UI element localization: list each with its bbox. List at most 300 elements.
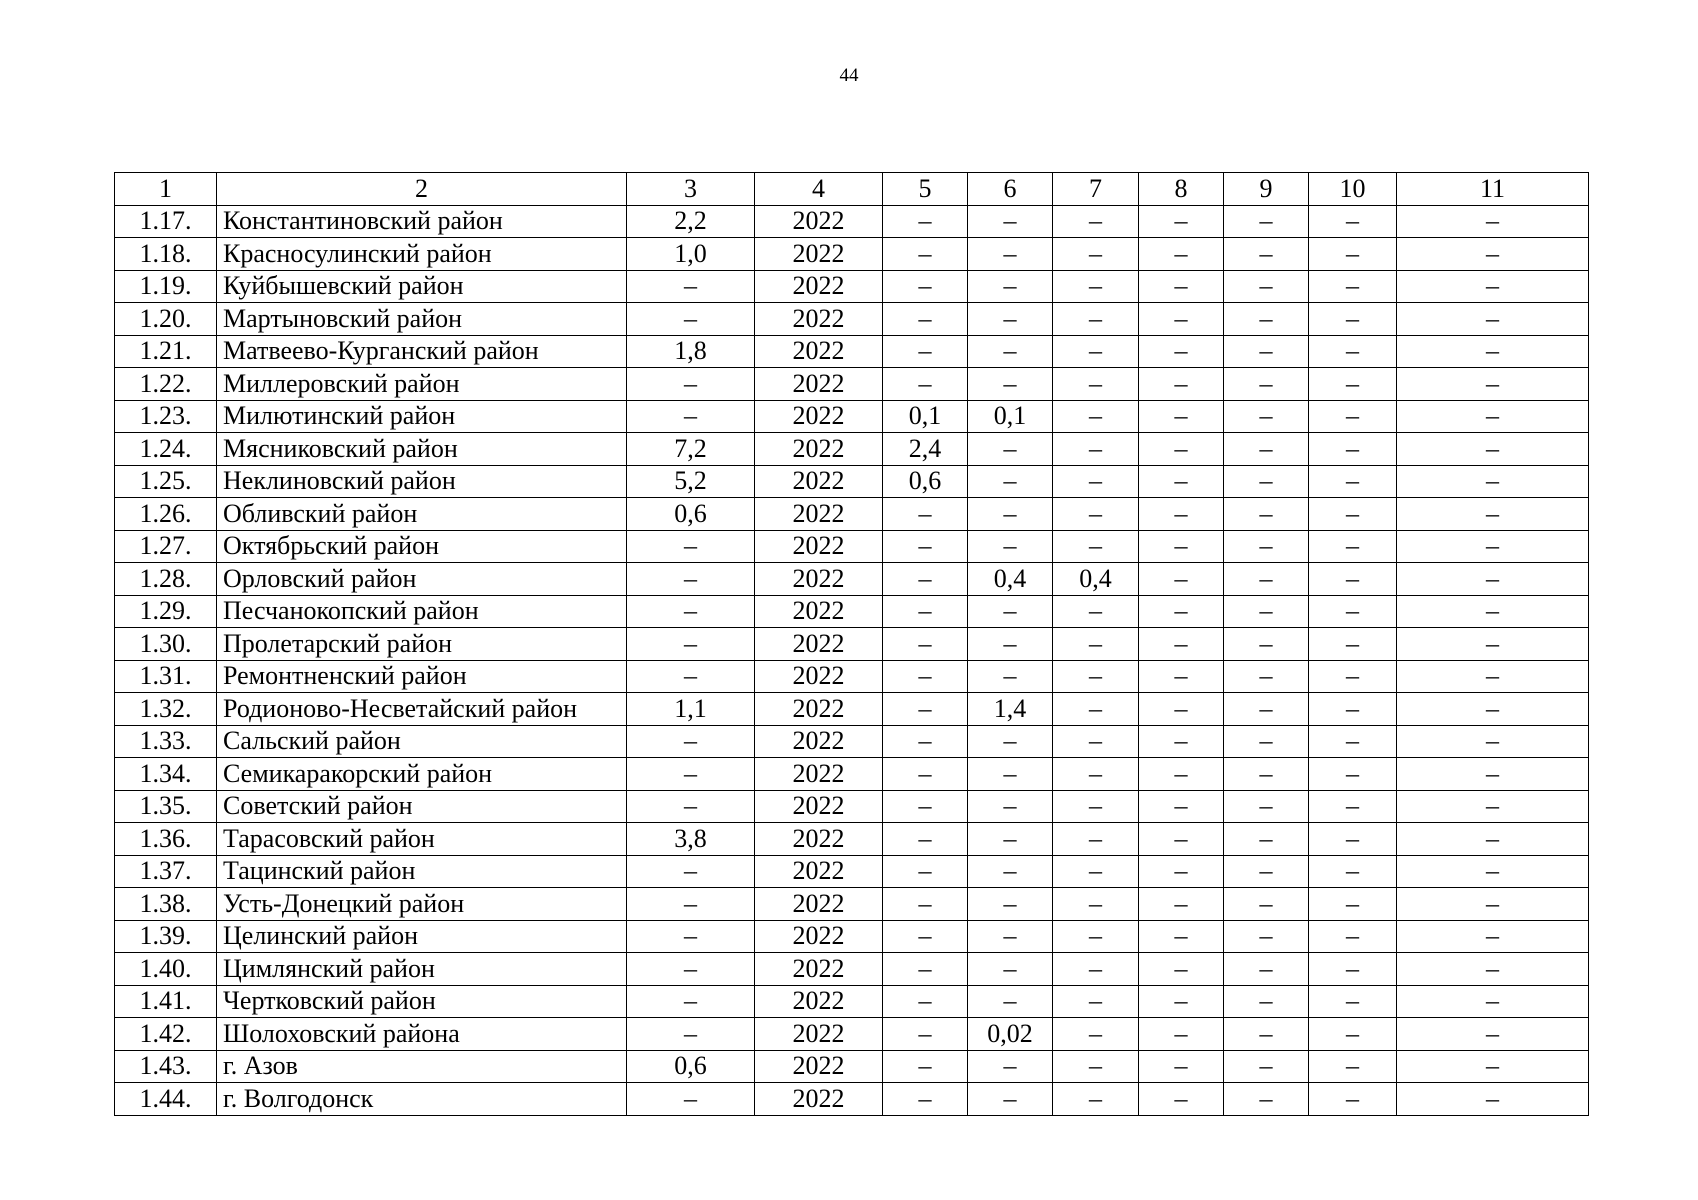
row-number-cell: 1.23. — [115, 400, 217, 433]
value-cell-7: – — [1053, 790, 1139, 823]
value-cell-11: – — [1397, 498, 1589, 531]
value-cell-9: – — [1224, 595, 1309, 628]
table-body — [115, 173, 1589, 1116]
value-cell-7: – — [1053, 205, 1139, 238]
value-cell-8: – — [1139, 660, 1224, 693]
table-row — [115, 400, 1589, 433]
value-cell-6: – — [968, 660, 1053, 693]
value-cell-7: – — [1053, 595, 1139, 628]
table-row — [115, 1083, 1589, 1116]
value-cell-6: – — [968, 595, 1053, 628]
value-cell-5: – — [883, 920, 968, 953]
value-cell-5: – — [883, 595, 968, 628]
value-cell-11: – — [1397, 790, 1589, 823]
district-name-cell: г. Азов — [217, 1050, 627, 1083]
value-cell-7: – — [1053, 465, 1139, 498]
value-cell-3: – — [627, 790, 755, 823]
district-name-cell: Чертковский район — [217, 985, 627, 1018]
value-cell-10: – — [1309, 660, 1397, 693]
value-cell-9: – — [1224, 205, 1309, 238]
value-cell-6: – — [968, 205, 1053, 238]
value-cell-8: – — [1139, 400, 1224, 433]
value-cell-5: – — [883, 303, 968, 336]
column-number-header: 8 — [1139, 173, 1224, 206]
value-cell-11: – — [1397, 628, 1589, 661]
district-name-cell: Милютинский район — [217, 400, 627, 433]
value-cell-10: – — [1309, 498, 1397, 531]
value-cell-7: – — [1053, 400, 1139, 433]
value-cell-9: – — [1224, 530, 1309, 563]
value-cell-11: – — [1397, 693, 1589, 726]
row-number-cell: 1.20. — [115, 303, 217, 336]
value-cell-11: – — [1397, 758, 1589, 791]
table-row — [115, 888, 1589, 921]
value-cell-8: – — [1139, 595, 1224, 628]
value-cell-5: – — [883, 693, 968, 726]
value-cell-5: – — [883, 205, 968, 238]
value-cell-11: – — [1397, 1018, 1589, 1051]
value-cell-10: – — [1309, 595, 1397, 628]
value-cell-8: – — [1139, 888, 1224, 921]
column-number-header: 6 — [968, 173, 1053, 206]
table-row — [115, 1050, 1589, 1083]
year-cell: 2022 — [755, 985, 883, 1018]
value-cell-11: – — [1397, 595, 1589, 628]
value-cell-3: – — [627, 1083, 755, 1116]
value-cell-5: – — [883, 563, 968, 596]
value-cell-9: – — [1224, 888, 1309, 921]
row-number-cell: 1.17. — [115, 205, 217, 238]
row-number-cell: 1.39. — [115, 920, 217, 953]
value-cell-10: – — [1309, 433, 1397, 466]
value-cell-8: – — [1139, 725, 1224, 758]
value-cell-10: – — [1309, 693, 1397, 726]
year-cell: 2022 — [755, 205, 883, 238]
table-row — [115, 498, 1589, 531]
value-cell-8: – — [1139, 1050, 1224, 1083]
row-number-cell: 1.43. — [115, 1050, 217, 1083]
value-cell-9: – — [1224, 628, 1309, 661]
header-row — [115, 173, 1589, 206]
table-row — [115, 595, 1589, 628]
table-row — [115, 368, 1589, 401]
value-cell-6: 0,02 — [968, 1018, 1053, 1051]
district-name-cell: Красносулинский район — [217, 238, 627, 271]
value-cell-10: – — [1309, 1083, 1397, 1116]
value-cell-7: – — [1053, 303, 1139, 336]
value-cell-9: – — [1224, 725, 1309, 758]
value-cell-7: – — [1053, 660, 1139, 693]
year-cell: 2022 — [755, 725, 883, 758]
value-cell-6: – — [968, 1083, 1053, 1116]
year-cell: 2022 — [755, 465, 883, 498]
value-cell-10: – — [1309, 985, 1397, 1018]
district-name-cell: Ремонтненский район — [217, 660, 627, 693]
value-cell-9: – — [1224, 270, 1309, 303]
value-cell-3: – — [627, 628, 755, 661]
row-number-cell: 1.42. — [115, 1018, 217, 1051]
value-cell-3: 0,6 — [627, 1050, 755, 1083]
value-cell-10: – — [1309, 303, 1397, 336]
value-cell-11: – — [1397, 985, 1589, 1018]
value-cell-7: – — [1053, 985, 1139, 1018]
value-cell-5: – — [883, 985, 968, 1018]
value-cell-3: – — [627, 595, 755, 628]
value-cell-10: – — [1309, 270, 1397, 303]
district-name-cell: Обливский район — [217, 498, 627, 531]
value-cell-9: – — [1224, 433, 1309, 466]
value-cell-10: – — [1309, 335, 1397, 368]
value-cell-6: – — [968, 855, 1053, 888]
value-cell-11: – — [1397, 888, 1589, 921]
district-name-cell: Орловский район — [217, 563, 627, 596]
value-cell-5: – — [883, 1083, 968, 1116]
value-cell-11: – — [1397, 530, 1589, 563]
value-cell-9: – — [1224, 985, 1309, 1018]
value-cell-7: 0,4 — [1053, 563, 1139, 596]
value-cell-7: – — [1053, 238, 1139, 271]
data-table — [114, 172, 1589, 1116]
row-number-cell: 1.38. — [115, 888, 217, 921]
row-number-cell: 1.21. — [115, 335, 217, 368]
district-name-cell: г. Волгодонск — [217, 1083, 627, 1116]
value-cell-3: – — [627, 953, 755, 986]
row-number-cell: 1.27. — [115, 530, 217, 563]
district-name-cell: Семикаракорский район — [217, 758, 627, 791]
district-name-cell: Неклиновский район — [217, 465, 627, 498]
value-cell-8: – — [1139, 335, 1224, 368]
value-cell-6: – — [968, 628, 1053, 661]
value-cell-3: 1,8 — [627, 335, 755, 368]
value-cell-9: – — [1224, 498, 1309, 531]
year-cell: 2022 — [755, 368, 883, 401]
value-cell-6: – — [968, 1050, 1053, 1083]
row-number-cell: 1.18. — [115, 238, 217, 271]
value-cell-3: 7,2 — [627, 433, 755, 466]
value-cell-10: – — [1309, 400, 1397, 433]
value-cell-3: – — [627, 855, 755, 888]
year-cell: 2022 — [755, 335, 883, 368]
value-cell-5: 0,1 — [883, 400, 968, 433]
district-name-cell: Куйбышевский район — [217, 270, 627, 303]
value-cell-5: – — [883, 1050, 968, 1083]
value-cell-8: – — [1139, 920, 1224, 953]
value-cell-6: 1,4 — [968, 693, 1053, 726]
year-cell: 2022 — [755, 1018, 883, 1051]
value-cell-3: – — [627, 563, 755, 596]
value-cell-9: – — [1224, 563, 1309, 596]
value-cell-8: – — [1139, 790, 1224, 823]
value-cell-6: – — [968, 888, 1053, 921]
column-number-header: 3 — [627, 173, 755, 206]
row-number-cell: 1.26. — [115, 498, 217, 531]
table-row — [115, 205, 1589, 238]
value-cell-8: – — [1139, 205, 1224, 238]
value-cell-7: – — [1053, 270, 1139, 303]
district-name-cell: Миллеровский район — [217, 368, 627, 401]
value-cell-11: – — [1397, 660, 1589, 693]
value-cell-8: – — [1139, 1018, 1224, 1051]
value-cell-7: – — [1053, 1050, 1139, 1083]
district-name-cell: Тацинский район — [217, 855, 627, 888]
table-row — [115, 693, 1589, 726]
value-cell-9: – — [1224, 855, 1309, 888]
value-cell-6: – — [968, 433, 1053, 466]
table-row — [115, 433, 1589, 466]
value-cell-6: – — [968, 790, 1053, 823]
value-cell-10: – — [1309, 238, 1397, 271]
district-name-cell: Шолоховский района — [217, 1018, 627, 1051]
value-cell-11: – — [1397, 953, 1589, 986]
value-cell-9: – — [1224, 920, 1309, 953]
value-cell-6: – — [968, 368, 1053, 401]
value-cell-5: – — [883, 855, 968, 888]
district-name-cell: Константиновский район — [217, 205, 627, 238]
value-cell-9: – — [1224, 465, 1309, 498]
value-cell-7: – — [1053, 368, 1139, 401]
value-cell-7: – — [1053, 693, 1139, 726]
value-cell-10: – — [1309, 953, 1397, 986]
district-name-cell: Цимлянский район — [217, 953, 627, 986]
value-cell-8: – — [1139, 758, 1224, 791]
column-number-header: 1 — [115, 173, 217, 206]
column-number-header: 10 — [1309, 173, 1397, 206]
table-row — [115, 660, 1589, 693]
value-cell-5: – — [883, 238, 968, 271]
district-name-cell: Тарасовский район — [217, 823, 627, 856]
district-name-cell: Октябрьский район — [217, 530, 627, 563]
value-cell-10: – — [1309, 920, 1397, 953]
value-cell-6: – — [968, 335, 1053, 368]
value-cell-10: – — [1309, 465, 1397, 498]
year-cell: 2022 — [755, 400, 883, 433]
value-cell-8: – — [1139, 530, 1224, 563]
value-cell-3: 0,6 — [627, 498, 755, 531]
district-name-cell: Матвеево-Курганский район — [217, 335, 627, 368]
value-cell-8: – — [1139, 855, 1224, 888]
value-cell-5: – — [883, 660, 968, 693]
row-number-cell: 1.19. — [115, 270, 217, 303]
row-number-cell: 1.29. — [115, 595, 217, 628]
district-name-cell: Мясниковский район — [217, 433, 627, 466]
value-cell-6: – — [968, 270, 1053, 303]
value-cell-3: 5,2 — [627, 465, 755, 498]
value-cell-11: – — [1397, 823, 1589, 856]
value-cell-5: – — [883, 1018, 968, 1051]
value-cell-5: – — [883, 888, 968, 921]
district-name-cell: Пролетарский район — [217, 628, 627, 661]
year-cell: 2022 — [755, 823, 883, 856]
value-cell-7: – — [1053, 953, 1139, 986]
table-row — [115, 758, 1589, 791]
value-cell-8: – — [1139, 953, 1224, 986]
value-cell-8: – — [1139, 985, 1224, 1018]
value-cell-5: 0,6 — [883, 465, 968, 498]
value-cell-6: – — [968, 303, 1053, 336]
value-cell-3: – — [627, 920, 755, 953]
value-cell-11: – — [1397, 433, 1589, 466]
row-number-cell: 1.25. — [115, 465, 217, 498]
value-cell-10: – — [1309, 888, 1397, 921]
value-cell-3: – — [627, 758, 755, 791]
value-cell-7: – — [1053, 823, 1139, 856]
value-cell-8: – — [1139, 303, 1224, 336]
table-row — [115, 628, 1589, 661]
value-cell-5: – — [883, 530, 968, 563]
value-cell-7: – — [1053, 920, 1139, 953]
table-row — [115, 563, 1589, 596]
value-cell-11: – — [1397, 1083, 1589, 1116]
value-cell-3: – — [627, 303, 755, 336]
row-number-cell: 1.24. — [115, 433, 217, 466]
year-cell: 2022 — [755, 628, 883, 661]
district-name-cell: Сальский район — [217, 725, 627, 758]
district-name-cell: Песчанокопский район — [217, 595, 627, 628]
value-cell-8: – — [1139, 823, 1224, 856]
value-cell-5: – — [883, 368, 968, 401]
row-number-cell: 1.40. — [115, 953, 217, 986]
year-cell: 2022 — [755, 855, 883, 888]
value-cell-9: – — [1224, 1050, 1309, 1083]
value-cell-9: – — [1224, 790, 1309, 823]
value-cell-3: 3,8 — [627, 823, 755, 856]
value-cell-7: – — [1053, 335, 1139, 368]
value-cell-3: – — [627, 660, 755, 693]
row-number-cell: 1.32. — [115, 693, 217, 726]
value-cell-7: – — [1053, 855, 1139, 888]
value-cell-7: – — [1053, 1083, 1139, 1116]
value-cell-8: – — [1139, 433, 1224, 466]
year-cell: 2022 — [755, 953, 883, 986]
table-row — [115, 238, 1589, 271]
value-cell-11: – — [1397, 205, 1589, 238]
year-cell: 2022 — [755, 660, 883, 693]
column-number-header: 2 — [217, 173, 627, 206]
value-cell-3: 1,0 — [627, 238, 755, 271]
value-cell-8: – — [1139, 1083, 1224, 1116]
value-cell-11: – — [1397, 1050, 1589, 1083]
value-cell-5: – — [883, 790, 968, 823]
value-cell-6: – — [968, 238, 1053, 271]
table-row — [115, 335, 1589, 368]
year-cell: 2022 — [755, 530, 883, 563]
value-cell-10: – — [1309, 823, 1397, 856]
year-cell: 2022 — [755, 498, 883, 531]
row-number-cell: 1.44. — [115, 1083, 217, 1116]
value-cell-8: – — [1139, 270, 1224, 303]
district-name-cell: Мартыновский район — [217, 303, 627, 336]
table-row — [115, 953, 1589, 986]
value-cell-9: – — [1224, 238, 1309, 271]
row-number-cell: 1.28. — [115, 563, 217, 596]
row-number-cell: 1.34. — [115, 758, 217, 791]
value-cell-8: – — [1139, 465, 1224, 498]
value-cell-9: – — [1224, 400, 1309, 433]
value-cell-9: – — [1224, 693, 1309, 726]
value-cell-7: – — [1053, 433, 1139, 466]
value-cell-7: – — [1053, 1018, 1139, 1051]
value-cell-5: – — [883, 823, 968, 856]
value-cell-7: – — [1053, 530, 1139, 563]
value-cell-11: – — [1397, 335, 1589, 368]
value-cell-5: – — [883, 335, 968, 368]
value-cell-11: – — [1397, 368, 1589, 401]
value-cell-9: – — [1224, 303, 1309, 336]
value-cell-11: – — [1397, 563, 1589, 596]
value-cell-9: – — [1224, 953, 1309, 986]
value-cell-10: – — [1309, 758, 1397, 791]
year-cell: 2022 — [755, 790, 883, 823]
year-cell: 2022 — [755, 920, 883, 953]
value-cell-6: – — [968, 823, 1053, 856]
value-cell-3: – — [627, 725, 755, 758]
row-number-cell: 1.22. — [115, 368, 217, 401]
value-cell-11: – — [1397, 303, 1589, 336]
value-cell-10: – — [1309, 563, 1397, 596]
value-cell-11: – — [1397, 465, 1589, 498]
value-cell-11: – — [1397, 725, 1589, 758]
value-cell-7: – — [1053, 758, 1139, 791]
value-cell-6: – — [968, 758, 1053, 791]
value-cell-3: – — [627, 1018, 755, 1051]
district-name-cell: Родионово-Несветайский район — [217, 693, 627, 726]
table-row — [115, 270, 1589, 303]
column-number-header: 9 — [1224, 173, 1309, 206]
year-cell: 2022 — [755, 693, 883, 726]
row-number-cell: 1.35. — [115, 790, 217, 823]
table-row — [115, 855, 1589, 888]
year-cell: 2022 — [755, 563, 883, 596]
value-cell-3: 1,1 — [627, 693, 755, 726]
value-cell-8: – — [1139, 368, 1224, 401]
table-row — [115, 303, 1589, 336]
value-cell-3: – — [627, 888, 755, 921]
row-number-cell: 1.31. — [115, 660, 217, 693]
value-cell-5: – — [883, 725, 968, 758]
year-cell: 2022 — [755, 595, 883, 628]
year-cell: 2022 — [755, 888, 883, 921]
value-cell-10: – — [1309, 1050, 1397, 1083]
value-cell-10: – — [1309, 628, 1397, 661]
value-cell-3: – — [627, 985, 755, 1018]
table-row — [115, 985, 1589, 1018]
value-cell-6: – — [968, 725, 1053, 758]
year-cell: 2022 — [755, 303, 883, 336]
value-cell-8: – — [1139, 238, 1224, 271]
table-row — [115, 790, 1589, 823]
value-cell-3: – — [627, 400, 755, 433]
year-cell: 2022 — [755, 238, 883, 271]
year-cell: 2022 — [755, 270, 883, 303]
value-cell-8: – — [1139, 628, 1224, 661]
row-number-cell: 1.30. — [115, 628, 217, 661]
value-cell-3: – — [627, 270, 755, 303]
column-number-header: 5 — [883, 173, 968, 206]
value-cell-5: – — [883, 498, 968, 531]
page-number: 44 — [839, 65, 859, 86]
value-cell-9: – — [1224, 335, 1309, 368]
value-cell-5: – — [883, 953, 968, 986]
value-cell-11: – — [1397, 400, 1589, 433]
row-number-cell: 1.33. — [115, 725, 217, 758]
value-cell-5: 2,4 — [883, 433, 968, 466]
value-cell-6: – — [968, 498, 1053, 531]
table-row — [115, 1018, 1589, 1051]
value-cell-10: – — [1309, 790, 1397, 823]
column-number-header: 7 — [1053, 173, 1139, 206]
value-cell-6: 0,1 — [968, 400, 1053, 433]
table-row — [115, 823, 1589, 856]
